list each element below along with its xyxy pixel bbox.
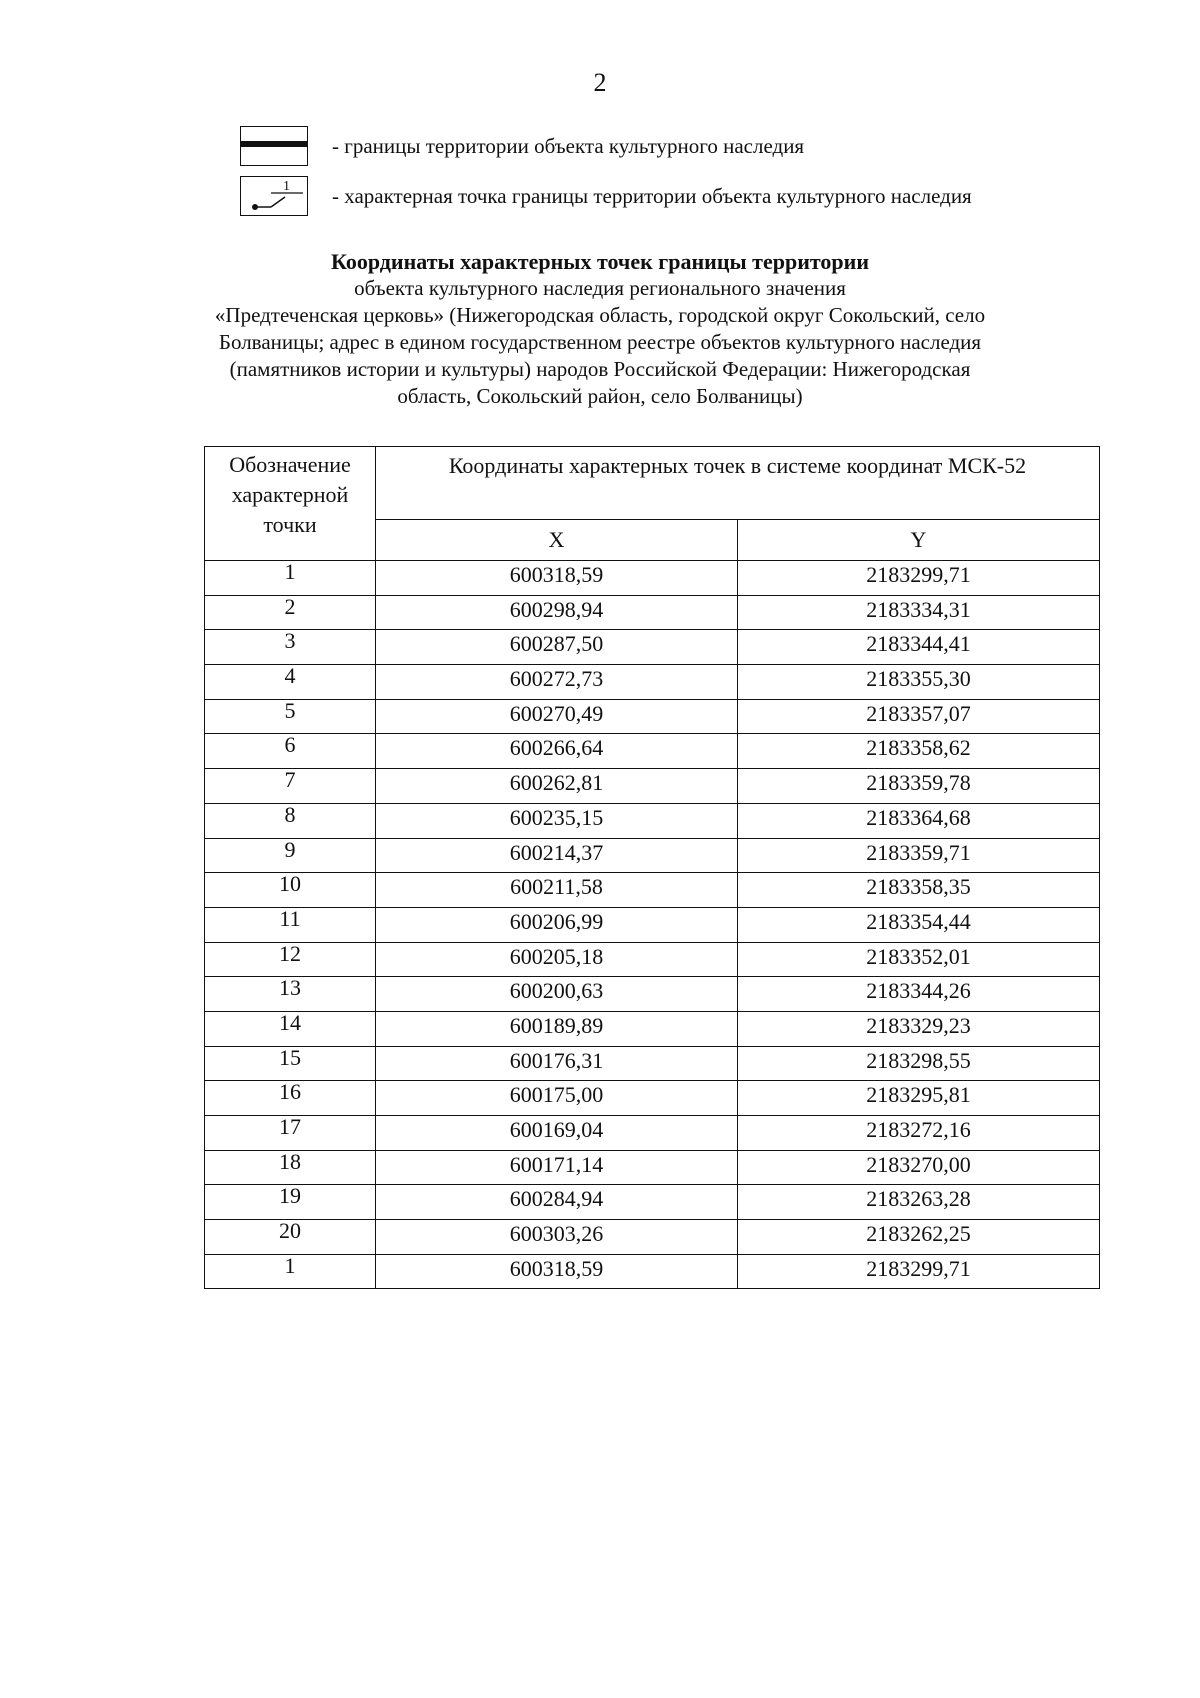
title-line: область, Сокольский район, село Болваницы) (397, 384, 803, 408)
table-row (205, 734, 1100, 769)
table-row (205, 977, 1100, 1012)
cell-y: 2183295,81 (738, 1081, 1100, 1116)
cell-point: 12 (205, 942, 376, 977)
cell-y: 2183334,31 (738, 595, 1100, 630)
table-row (205, 595, 1100, 630)
table-row (205, 1116, 1100, 1151)
table-row (205, 803, 1100, 838)
legend-boundary-row (240, 126, 804, 166)
title-bold-line: Координаты характерных точек границы территории (330, 249, 870, 274)
cell-x: 600169,04 (376, 1116, 738, 1151)
header-x: X (376, 520, 738, 561)
table-row (205, 1220, 1100, 1255)
cell-y: 2183359,71 (738, 838, 1100, 873)
cell-y: 2183263,28 (738, 1185, 1100, 1220)
cell-x: 600206,99 (376, 907, 738, 942)
cell-point: 10 (205, 873, 376, 908)
title-line: «Предтеченская церковь» (Нижегородская область, городской округ Сокольский, село (214, 303, 986, 327)
title-line: (памятников истории и культуры) народов Российской Федерации: Нижегородская (229, 357, 971, 381)
cell-y: 2183272,16 (738, 1116, 1100, 1151)
table-row (205, 1011, 1100, 1046)
title-line: Болваницы; адрес в едином государственном реестре объектов культурного наследия (218, 330, 982, 354)
cell-x: 600284,94 (376, 1185, 738, 1220)
cell-y: 2183298,55 (738, 1046, 1100, 1081)
legend-point-text: - характерная точка границы территории объекта культурного наследия (332, 183, 972, 208)
document-title (160, 248, 1040, 410)
cell-y: 2183359,78 (738, 769, 1100, 804)
cell-y: 2183358,62 (738, 734, 1100, 769)
cell-point: 15 (205, 1046, 376, 1081)
cell-point: 18 (205, 1150, 376, 1185)
cell-y: 2183270,00 (738, 1150, 1100, 1185)
table-row (205, 769, 1100, 804)
header-y: Y (738, 520, 1100, 561)
cell-x: 600266,64 (376, 734, 738, 769)
cell-y: 2183299,71 (738, 561, 1100, 596)
cell-x: 600176,31 (376, 1046, 738, 1081)
cell-y: 2183364,68 (738, 803, 1100, 838)
cell-point: 9 (205, 838, 376, 873)
cell-x: 600272,73 (376, 665, 738, 700)
cell-y: 2183357,07 (738, 699, 1100, 734)
coordinates-table (204, 446, 1100, 1289)
table-row (205, 1081, 1100, 1116)
cell-y: 2183344,26 (738, 977, 1100, 1012)
cell-point: 8 (205, 803, 376, 838)
table-body (205, 561, 1100, 1289)
cell-x: 600189,89 (376, 1011, 738, 1046)
cell-x: 600235,15 (376, 803, 738, 838)
cell-x: 600211,58 (376, 873, 738, 908)
table-row (205, 699, 1100, 734)
cell-point: 3 (205, 630, 376, 665)
title-line: объекта культурного наследия регионального значения (354, 276, 846, 300)
cell-point: 1 (205, 561, 376, 596)
table-row (205, 1046, 1100, 1081)
thick-line-icon (240, 126, 308, 166)
cell-x: 600200,63 (376, 977, 738, 1012)
cell-x: 600303,26 (376, 1220, 738, 1255)
cell-x: 600318,59 (376, 561, 738, 596)
cell-x: 600175,00 (376, 1081, 738, 1116)
cell-x: 600171,14 (376, 1150, 738, 1185)
table-row (205, 838, 1100, 873)
table-row (205, 665, 1100, 700)
table-row (205, 873, 1100, 908)
cell-y: 2183299,71 (738, 1254, 1100, 1289)
table-row (205, 1185, 1100, 1220)
cell-x: 600287,50 (376, 630, 738, 665)
cell-point: 1 (205, 1254, 376, 1289)
cell-point: 7 (205, 769, 376, 804)
cell-point: 16 (205, 1081, 376, 1116)
cell-point: 17 (205, 1116, 376, 1151)
header-coords: Координаты характерных точек в системе координат МСК-52 (376, 447, 1100, 520)
cell-y: 2183262,25 (738, 1220, 1100, 1255)
legend-point-row (240, 176, 972, 216)
table-row (205, 630, 1100, 665)
table-row (205, 907, 1100, 942)
cell-x: 600262,81 (376, 769, 738, 804)
table-row (205, 1254, 1100, 1289)
cell-point: 11 (205, 907, 376, 942)
cell-x: 600298,94 (376, 595, 738, 630)
boundary-point-icon (240, 176, 308, 216)
cell-point: 5 (205, 699, 376, 734)
legend-boundary-text: - границы территории объекта культурного наследия (332, 133, 805, 158)
cell-y: 2183352,01 (738, 942, 1100, 977)
cell-x: 600205,18 (376, 942, 738, 977)
cell-point: 13 (205, 977, 376, 1012)
cell-y: 2183358,35 (738, 873, 1100, 908)
cell-y: 2183344,41 (738, 630, 1100, 665)
cell-y: 2183355,30 (738, 665, 1100, 700)
cell-point: 6 (205, 734, 376, 769)
cell-x: 600270,49 (376, 699, 738, 734)
cell-point: 20 (205, 1220, 376, 1255)
cell-y: 2183354,44 (738, 907, 1100, 942)
header-point: Обозначение характерной точки (205, 447, 376, 561)
cell-point: 14 (205, 1011, 376, 1046)
cell-x: 600214,37 (376, 838, 738, 873)
boundary-point-icon-label: 1 (283, 179, 290, 194)
cell-x: 600318,59 (376, 1254, 738, 1289)
cell-point: 19 (205, 1185, 376, 1220)
table-row (205, 561, 1100, 596)
cell-point: 4 (205, 665, 376, 700)
table-row (205, 942, 1100, 977)
table-row (205, 1150, 1100, 1185)
cell-y: 2183329,23 (738, 1011, 1100, 1046)
page-number: 2 (593, 68, 607, 97)
cell-point: 2 (205, 595, 376, 630)
